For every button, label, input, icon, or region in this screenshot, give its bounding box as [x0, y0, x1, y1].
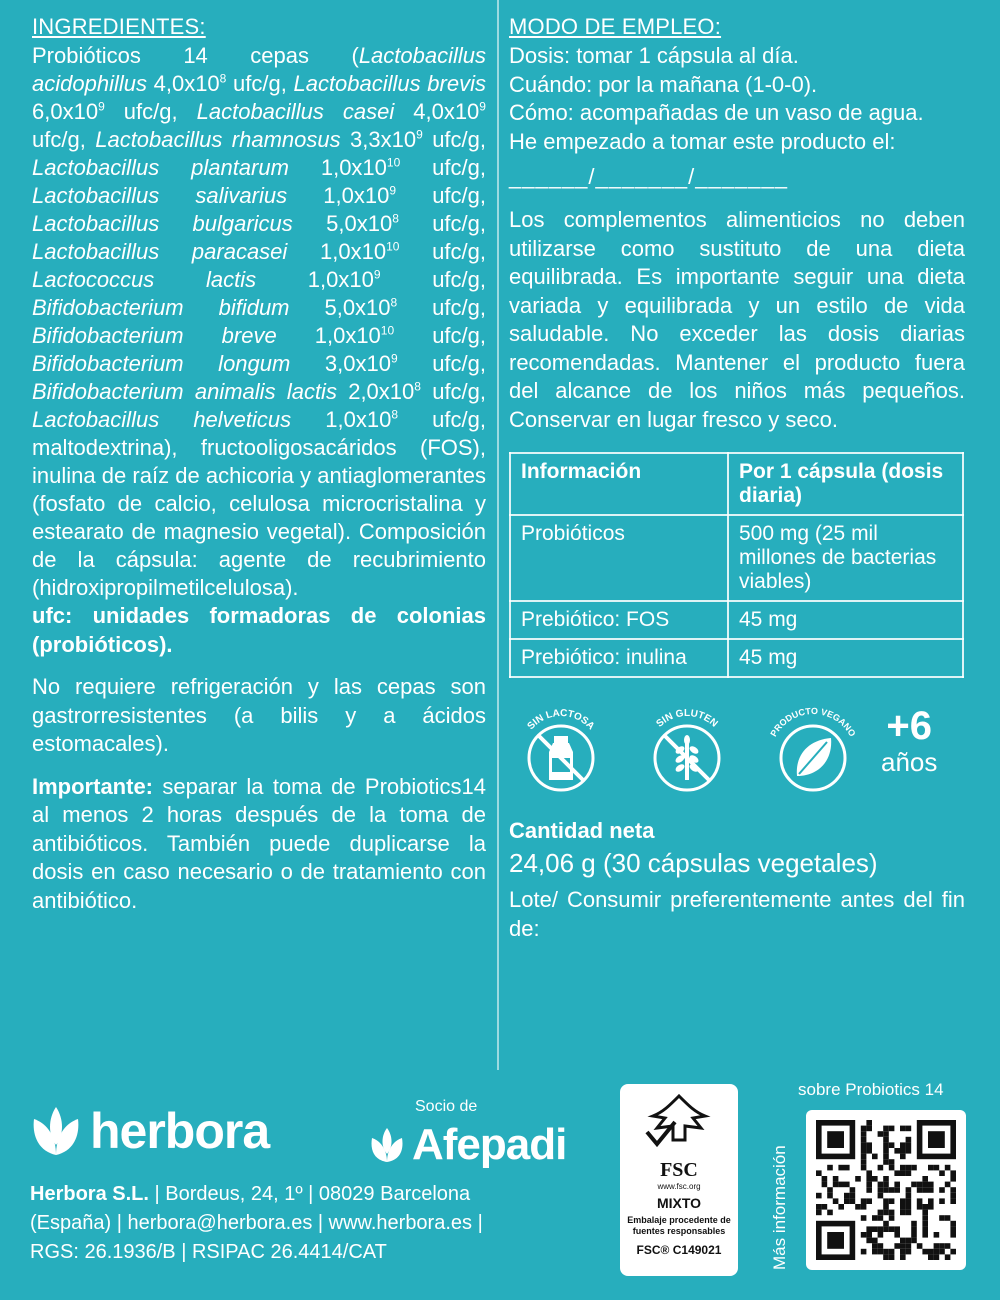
table-header-row — [510, 453, 963, 515]
strain-name: Bifidobacterium breve — [32, 323, 277, 348]
fsc-url: www.fsc.org — [657, 1182, 701, 1191]
fsc-description: Embalaje procedente de fuentes responsables — [627, 1215, 731, 1236]
table-cell-name: Probióticos — [510, 515, 728, 601]
usage-dose: Dosis: tomar 1 cápsula al día. — [509, 43, 799, 68]
net-quantity-value — [509, 848, 965, 879]
herbora-logo — [30, 1102, 269, 1160]
strain-name: Bifidobacterium longum — [32, 351, 291, 376]
footer — [0, 1080, 1000, 1300]
usage-warning: Los complementos alimenticios no deben utilizarse como sustituto de una dieta equilibrada. Es importante seguir una dieta variada y equilibrada y un estilo de vida saludable. No exceder las dosis diarias recomendadas. Mantener el producto fuera del alcance de los niños más pequeños. Conservar en lugar fresco y seco. — [509, 207, 965, 432]
strain-name: Lactobacillus rhamnosus — [95, 127, 341, 152]
fsc-tree-icon — [639, 1092, 719, 1154]
svg-text:PRODUCTO VEGANO — [768, 706, 857, 738]
age-badge — [881, 706, 937, 778]
strain-name: Lactobacillus casei — [196, 99, 395, 124]
gluten-free-badge — [635, 696, 739, 806]
qr-code[interactable] — [806, 1110, 966, 1270]
afepadi-logo — [368, 1120, 566, 1170]
qr-code-icon — [806, 1110, 966, 1270]
lactose-free-label: SIN LACTOSA — [525, 707, 597, 733]
ingredients-column — [32, 14, 486, 915]
strain-name: Lactobacillus paracasei — [32, 239, 288, 264]
table-row — [510, 515, 963, 601]
company-line-1 — [30, 1180, 510, 1209]
table-row — [510, 601, 963, 639]
ingredients-heading: INGREDIENTES: — [32, 14, 206, 39]
afepadi-leaf-icon — [368, 1126, 406, 1164]
net-quantity-title: Cantidad neta — [509, 818, 655, 843]
company-line-3: RGS: 26.1936/B | RSIPAC 26.4414/CAT — [30, 1241, 387, 1263]
company-name: Herbora S.L. — [30, 1183, 149, 1205]
net-amount: 24,06 g — [509, 848, 596, 878]
fsc-label — [620, 1084, 738, 1276]
age-word: años — [881, 747, 938, 777]
qr-side-label: Más información — [770, 1145, 789, 1270]
gluten-free-label: SIN GLUTEN — [654, 708, 720, 730]
table-header-info: Información — [510, 453, 728, 515]
company-address: | Bordeus, 24, 1º | 08029 Barcelona — [148, 1183, 471, 1205]
company-line-2: (España) | herbora@herbora.es | www.herbora.es | — [30, 1212, 483, 1234]
table-cell-value: 45 mg — [728, 601, 963, 639]
usage-how: Cómo: acompañadas de un vaso de agua. — [509, 100, 924, 125]
usage-started: He empezado a tomar este producto el: — [509, 128, 896, 154]
table-cell-name: Prebiótico: inulina — [510, 639, 728, 677]
strain-name: Lactobacillus salivarius — [32, 183, 288, 208]
lactose-free-badge — [509, 696, 613, 806]
vegan-badge — [761, 696, 865, 806]
leaf-icon — [797, 738, 831, 776]
strain-name: Lactobacillus brevis — [293, 71, 486, 96]
table-cell-name: Prebiótico: FOS — [510, 601, 728, 639]
company-info — [30, 1180, 510, 1267]
start-date-field: ______/_______/_______ — [509, 164, 788, 189]
ingredients-intro: Probióticos 14 cepas ( — [32, 43, 359, 68]
table-row — [510, 639, 963, 677]
net-detail: (30 cápsulas vegetales) — [595, 848, 878, 878]
table-cell-value: 500 mg (25 mil millones de bacterias viables) — [728, 515, 963, 601]
nutrition-table — [509, 452, 964, 678]
storage-note: No requiere refrigeración y las cepas son gastrorresistentes (a bilis y a ácidos estomacales). — [32, 674, 486, 756]
herbora-leaf-icon — [30, 1105, 82, 1157]
fsc-code: FSC® C149021 — [636, 1243, 722, 1257]
strain-name: Lactobacillus plantarum — [32, 155, 289, 180]
qr-side-label-wrap — [770, 1110, 794, 1270]
important-text: separar la toma de Probiotics14 al menos 2 horas después de la toma de antibióticos. También puede duplicarse la dosis en caso necesario o de tratamiento con antibiótico. — [32, 773, 486, 913]
column-divider — [497, 0, 499, 1070]
ingredients-text: Probióticos 14 cepas (Lactobacillus acidophillus $4,0x10^8$ ufc/g, Lactobacillus brevis $6,0x10^9$ ufc/g, Lactobacillus casei $4,0x10^9$ ufc/g, Lactobacillus rhamnosus $3,3x10^9$ ufc/g, Lactobacillus plantarum $1,0x10^{10}$ ufc/g, Lactobacillus salivarius $1,0x10^9$ ufc/g, Lactobacillus bulgaricus $5,0x10^8$ ufc/g, Lactobacillus paracasei $1,0x10^{10}$ ufc/g, Lactococcus lactis $1,0x10^9$ ufc/g, Bifidobacterium bifidum $5,0x10^8$ ufc/g, Bifidobacterium breve $1,0x10^{10}$ ufc/g, Bifidobacterium longum $3,0x10^9$ ufc/g, Bifidobacterium animalis lactis $2,0x10^8$ ufc/g, Lactobacillus helveticus $1,0x10^8$ ufc/g, maltodextrina), fructooligosacáridos (FOS), inulina de raíz de achicoria y antiaglomerantes (fosfato de calcio, celulosa microcristalina y estearato de magnesio vegetal). Composición de la cápsula: agente de recubrimiento (hidroxipropilmetilcelulosa). — [32, 43, 487, 600]
fsc-logo-text: FSC — [660, 1159, 698, 1181]
lot-text: Lote/ Consumir preferentemente antes del fin de: — [509, 887, 965, 941]
strain-name: Bifidobacterium animalis lactis — [32, 379, 337, 404]
badges-row — [509, 696, 965, 816]
strain-name: Lactobacillus helveticus — [32, 407, 292, 432]
age-number: +6 — [886, 704, 932, 748]
strain-name: Bifidobacterium bifidum — [32, 295, 290, 320]
fsc-mixto: MIXTO — [656, 1195, 702, 1211]
important-note — [32, 773, 486, 916]
afepadi-name: Afepadi — [412, 1120, 567, 1169]
qr-top-label: sobre Probiotics 14 — [798, 1080, 944, 1099]
strain-name: Lactococcus lactis — [32, 267, 257, 292]
usage-when: Cuándo: por la mañana (1-0-0). — [509, 71, 818, 97]
partner-label: Socio de — [415, 1098, 478, 1115]
table-cell-value: 45 mg — [728, 639, 963, 677]
usage-heading: MODO DE EMPLEO: — [509, 14, 722, 39]
herbora-brand: herbora — [90, 1103, 270, 1159]
svg-text:SIN LACTOSA — [526, 708, 597, 732]
strain-name: Lactobacillus bulgaricus — [32, 211, 293, 236]
strain-name: Lactobacillus acidophillus — [32, 43, 486, 96]
important-label: Importante: — [32, 773, 153, 799]
table-header-dose: Por 1 cápsula (dosis diaria) — [728, 453, 963, 515]
vegan-label: PRODUCTO VEGANO — [768, 705, 858, 739]
ufc-note: ufc: unidades formadoras de colonias (probióticos). — [32, 603, 486, 657]
usage-column — [509, 14, 965, 943]
